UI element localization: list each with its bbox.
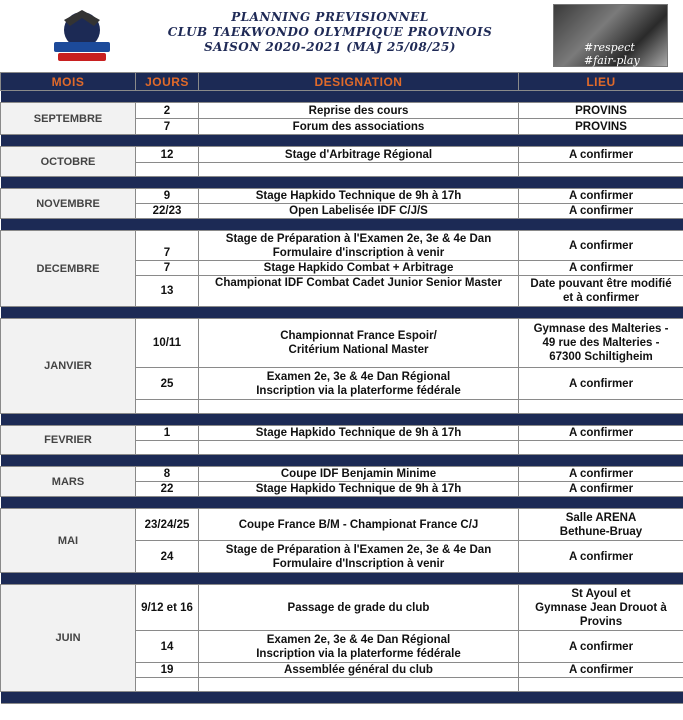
lieu-cell — [519, 319, 683, 368]
jours-cell: 22 — [136, 482, 199, 497]
month-separator — [1, 692, 683, 704]
designation-cell: Stage Hapkido Combat + Arbitrage — [199, 261, 519, 276]
title-line-2: CLUB TAEKWONDO OLYMPIQUE PROVINOIS — [167, 25, 493, 39]
table-row — [1, 189, 683, 204]
month-cell: MAI — [1, 509, 136, 573]
club-photo-collage — [553, 4, 668, 67]
jours-cell: 2 — [136, 103, 199, 119]
designation-cell: Coupe IDF Benjamin Minime — [199, 467, 519, 482]
month-separator — [1, 177, 683, 189]
table-row — [1, 103, 683, 119]
designation-line: Examen 2e, 3e & 4e Dan Régional — [266, 633, 451, 646]
lieu-line: et à confirmer — [562, 292, 640, 304]
col-lieu: LIEU — [519, 73, 683, 91]
page-header — [0, 0, 683, 72]
designation-cell — [199, 319, 519, 368]
table-row — [1, 231, 683, 261]
title-line-3: SAISON 2020-2021 (MAJ 25/08/25) — [204, 40, 456, 54]
lieu-cell: A confirmer — [519, 541, 683, 573]
designation-line: Formulaire d'Inscription à venir — [272, 557, 445, 570]
table-row — [1, 426, 683, 441]
jours-cell: 7 — [136, 119, 199, 135]
lieu-line: St Ayoul et — [571, 587, 631, 600]
title-line-1: PLANNING PREVISIONNEL — [231, 10, 429, 24]
lieu-cell: A confirmer — [519, 189, 683, 204]
designation-cell: Coupe France B/M - Championat France C/J — [199, 509, 519, 541]
designation-line: Examen 2e, 3e & 4e Dan Régional — [266, 370, 451, 383]
lieu-cell: A confirmer — [519, 147, 683, 163]
jours-cell: 10/11 — [136, 319, 199, 368]
month-separator — [1, 497, 683, 509]
month-cell: NOVEMBRE — [1, 189, 136, 219]
jours-cell: 13 — [136, 276, 199, 307]
planning-title — [120, 10, 540, 55]
jours-cell: 1 — [136, 426, 199, 441]
jours-cell: 8 — [136, 467, 199, 482]
month-cell: JUIN — [1, 585, 136, 692]
table-header-row — [1, 73, 683, 91]
jours-cell: 22/23 — [136, 204, 199, 219]
designation-line: Championnat France Espoir/ — [280, 330, 437, 342]
designation-line: Formulaire d'inscription à venir — [272, 246, 445, 259]
table-row — [1, 147, 683, 163]
col-jours: JOURS — [136, 73, 199, 91]
lieu-cell — [519, 585, 683, 631]
jours-cell: 12 — [136, 147, 199, 163]
lieu-line: Provins — [579, 615, 623, 628]
designation-cell: Stage Hapkido Technique de 9h à 17h — [199, 482, 519, 497]
lieu-cell: A confirmer — [519, 426, 683, 441]
jours-cell: 7 — [136, 231, 199, 261]
lieu-cell: PROVINS — [519, 103, 683, 119]
month-cell: SEPTEMBRE — [1, 103, 136, 135]
designation-cell: Forum des associations — [199, 119, 519, 135]
designation-cell — [199, 631, 519, 663]
designation-cell: Stage Hapkido Technique de 9h à 17h — [199, 426, 519, 441]
jours-cell: 25 — [136, 368, 199, 400]
photo-caption: #respect #fair-play — [584, 41, 640, 67]
designation-cell: Stage d'Arbitrage Régional — [199, 147, 519, 163]
col-mois: MOIS — [1, 73, 136, 91]
lieu-cell: A confirmer — [519, 663, 683, 678]
month-cell: OCTOBRE — [1, 147, 136, 177]
lieu-cell — [519, 509, 683, 541]
designation-line: Inscription via la platerforme fédérale — [256, 384, 461, 397]
table-row — [1, 585, 683, 631]
month-separator — [1, 135, 683, 147]
month-separator — [1, 573, 683, 585]
lieu-line: Date pouvant être modifié — [530, 278, 672, 290]
table-row — [1, 319, 683, 368]
lieu-cell: A confirmer — [519, 204, 683, 219]
lieu-line: Gymnase Jean Drouot à — [535, 601, 667, 614]
lieu-cell: A confirmer — [519, 368, 683, 400]
designation-line: Critérium National Master — [288, 344, 429, 356]
lieu-cell: A confirmer — [519, 231, 683, 261]
lieu-line: 67300 Schiltigheim — [549, 351, 653, 363]
month-separator — [1, 414, 683, 426]
table-row — [1, 467, 683, 482]
lieu-line: Gymnase des Malteries - — [533, 323, 669, 335]
jours-cell: 9/12 et 16 — [136, 585, 199, 631]
lieu-line: 49 rue des Malteries - — [542, 337, 660, 349]
jours-cell: 9 — [136, 189, 199, 204]
designation-line: Stage de Préparation à l'Examen 2e, 3e & 4e Dan — [225, 232, 492, 245]
month-separator — [1, 307, 683, 319]
lieu-line: Salle ARENA — [565, 511, 637, 524]
designation-cell — [199, 541, 519, 573]
col-designation: DESIGNATION — [199, 73, 519, 91]
lieu-cell: A confirmer — [519, 261, 683, 276]
month-cell: JANVIER — [1, 319, 136, 414]
designation-cell: Championat IDF Combat Cadet Junior Senior Master — [199, 276, 519, 307]
month-separator — [1, 91, 683, 103]
designation-cell: Open Labelisée IDF C/J/S — [199, 204, 519, 219]
lieu-cell: A confirmer — [519, 631, 683, 663]
month-cell: DECEMBRE — [1, 231, 136, 307]
lieu-cell: A confirmer — [519, 482, 683, 497]
jours-cell: 19 — [136, 663, 199, 678]
jours-cell: 23/24/25 — [136, 509, 199, 541]
month-separator — [1, 219, 683, 231]
designation-cell — [199, 368, 519, 400]
table-row — [1, 509, 683, 541]
designation-cell — [199, 231, 519, 261]
lieu-line: Bethune-Bruay — [559, 525, 643, 538]
designation-cell: Stage Hapkido Technique de 9h à 17h — [199, 189, 519, 204]
jours-cell: 7 — [136, 261, 199, 276]
planning-table — [0, 72, 683, 704]
lieu-cell: A confirmer — [519, 467, 683, 482]
lieu-cell: PROVINS — [519, 119, 683, 135]
designation-cell: Passage de grade du club — [199, 585, 519, 631]
designation-cell: Reprise des cours — [199, 103, 519, 119]
month-cell: FEVRIER — [1, 426, 136, 455]
club-logo — [50, 8, 114, 66]
designation-line: Stage de Préparation à l'Examen 2e, 3e & 4e Dan — [225, 543, 492, 556]
month-separator — [1, 455, 683, 467]
jours-cell: 24 — [136, 541, 199, 573]
month-cell: MARS — [1, 467, 136, 497]
designation-cell: Assemblée général du club — [199, 663, 519, 678]
jours-cell: 14 — [136, 631, 199, 663]
designation-line: Inscription via la platerforme fédérale — [256, 647, 461, 660]
lieu-cell — [519, 276, 683, 307]
